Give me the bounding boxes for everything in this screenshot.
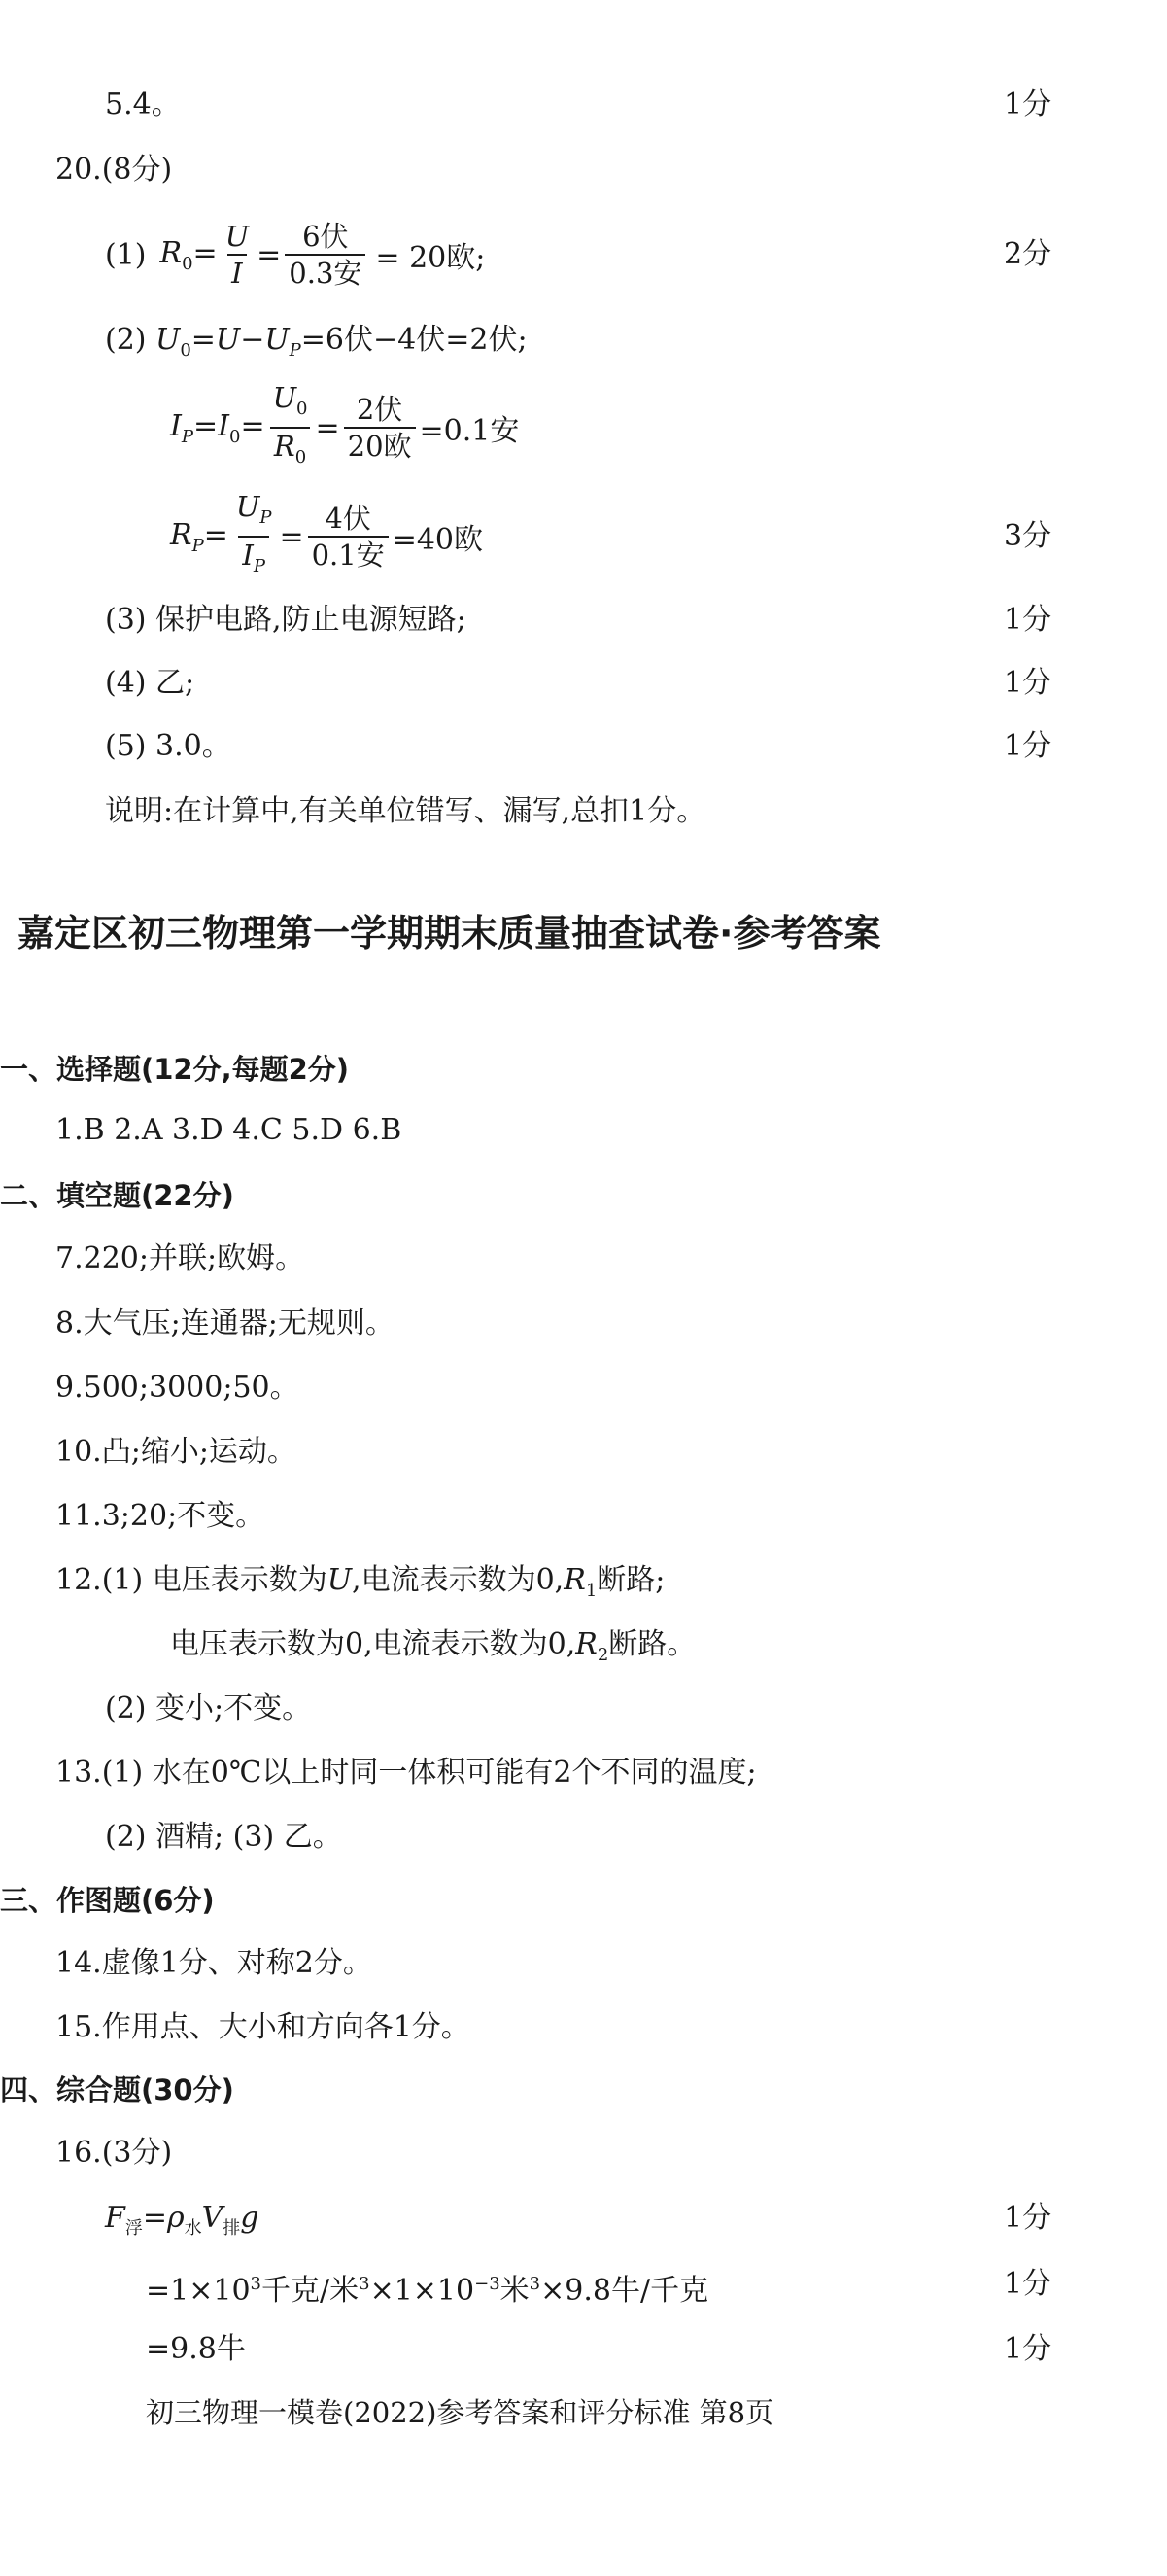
q7: 7.220;并联;欧姆。 [55, 1241, 305, 1275]
q11: 11.3;20;不变。 [55, 1499, 265, 1533]
q20-1-num: U [224, 220, 250, 253]
q20-3: (3) 保护电路,防止电源短路; [105, 603, 466, 637]
q20-1-equation: (1) $R_0=$ $\frac{U}{I}$ = $\frac{\text{6伏}}{\text{0.3安}}$ = 20欧; [105, 220, 486, 290]
score-20-3: 1分 [1004, 603, 1052, 637]
q20-2-frac-num: 2伏 [356, 393, 403, 426]
fraction-up-over-ip: $\frac{U_P}{I_P}$ [232, 489, 276, 584]
buoyancy-line1: $F_浮=\rho_水V_排g$ [105, 2201, 259, 2239]
q20-1-prefix: (1) [105, 237, 147, 272]
q20-1-den: I [231, 257, 243, 290]
score-5-4: 1分 [1004, 87, 1052, 122]
q20-1-num2: 6伏 [302, 220, 349, 253]
part3-heading: 三、作图题(6分) [0, 1884, 215, 1917]
score-f1: 1分 [1004, 2201, 1052, 2235]
fraction-4v-over-01a [308, 501, 389, 573]
q20-header: 20.(8分) [55, 153, 173, 187]
q20-2-rp-result: =40欧 [392, 523, 484, 557]
q13-1: 13.(1) 水在0℃以上时同一体积可能有2个不同的温度; [55, 1756, 757, 1790]
q14: 14.虚像1分、对称2分。 [55, 1946, 372, 1980]
q20-2-frac-den: 20欧 [344, 427, 416, 464]
q8: 8.大气压;连通器;无规则。 [55, 1306, 395, 1340]
q9: 9.500;3000;50。 [55, 1371, 299, 1405]
q20-2-rp-num2: 4伏 [325, 502, 371, 535]
q16: 16.(3分) [55, 2136, 173, 2170]
buoyancy-line3: =9.8牛 [146, 2332, 246, 2366]
fraction-6v-over-03a [285, 219, 365, 291]
q15: 15.作用点、大小和方向各1分。 [55, 2010, 470, 2044]
section-title: 嘉定区初三物理第一学期期末质量抽查试卷·参考答案 [17, 912, 881, 955]
note: 说明:在计算中,有关单位错写、漏写,总扣1分。 [105, 794, 706, 828]
part2-heading: 二、填空题(22分) [0, 1179, 234, 1212]
fraction-2v-over-20ohm [344, 392, 416, 464]
part1-heading: 一、选择题(12分,每题2分) [0, 1053, 350, 1086]
buoyancy-line2: $=1\times 10^3$千克/米$^3\times 1\times 10^{-3}$米$^3$×9.8牛/千克 [146, 2274, 709, 2308]
q20-2-line1: (2) $U_0=U-U_P=6$伏−4伏=2伏; [105, 323, 528, 361]
q12-2: (2) 变小;不变。 [105, 1691, 312, 1725]
q20-4: (4) 乙; [105, 666, 195, 700]
q20-1-den2: 0.3安 [285, 254, 365, 291]
q12-1b: 电压表示数为0,电流表示数为$0,R_2$断路。 [170, 1627, 697, 1665]
q20-2-rp-den2: 0.1安 [308, 536, 389, 573]
page-footer: 初三物理一模卷(2022)参考答案和评分标准 第8页 [146, 2396, 774, 2429]
fraction-u0-over-r0: $\frac{U_0}{R_0}$ [269, 380, 312, 475]
q12-1a: 12.(1) 电压表示数为U,电流表示数为$0,R_1$断路; [55, 1563, 666, 1601]
score-20-1: 2分 [1004, 237, 1052, 271]
part1-answers: 1.B 2.A 3.D 4.C 5.D 6.B [55, 1113, 402, 1147]
q13-2: (2) 酒精; (3) 乙。 [105, 1820, 342, 1854]
score-f2: 1分 [1004, 2267, 1052, 2301]
q20-5: (5) 3.0。 [105, 729, 231, 763]
score-20-4: 1分 [1004, 666, 1052, 700]
score-20-5: 1分 [1004, 729, 1052, 763]
score-f3: 1分 [1004, 2332, 1052, 2366]
score-20-2: 3分 [1004, 519, 1052, 553]
fraction-u-over-i [222, 219, 253, 291]
q20-2-ip-equation: $I_P=I_0=$ $\frac{U_0}{R_0}$ = $\frac{\text{2伏}}{\text{20欧}}$ =0.1安 [170, 389, 519, 467]
part4-heading: 四、综合题(30分) [0, 2073, 234, 2106]
q10: 10.凸;缩小;运动。 [55, 1435, 296, 1469]
q20-2-ip-result: =0.1安 [419, 414, 520, 448]
q20-1-result: = 20欧; [375, 241, 486, 275]
answer-line-5-4: 5.4。 [105, 87, 181, 122]
q20-2-rp-equation: $R_P=$ $\frac{U_P}{I_P}$ = $\frac{\text{4伏}}{\text{0.1安}}$ =40欧 [170, 498, 483, 575]
